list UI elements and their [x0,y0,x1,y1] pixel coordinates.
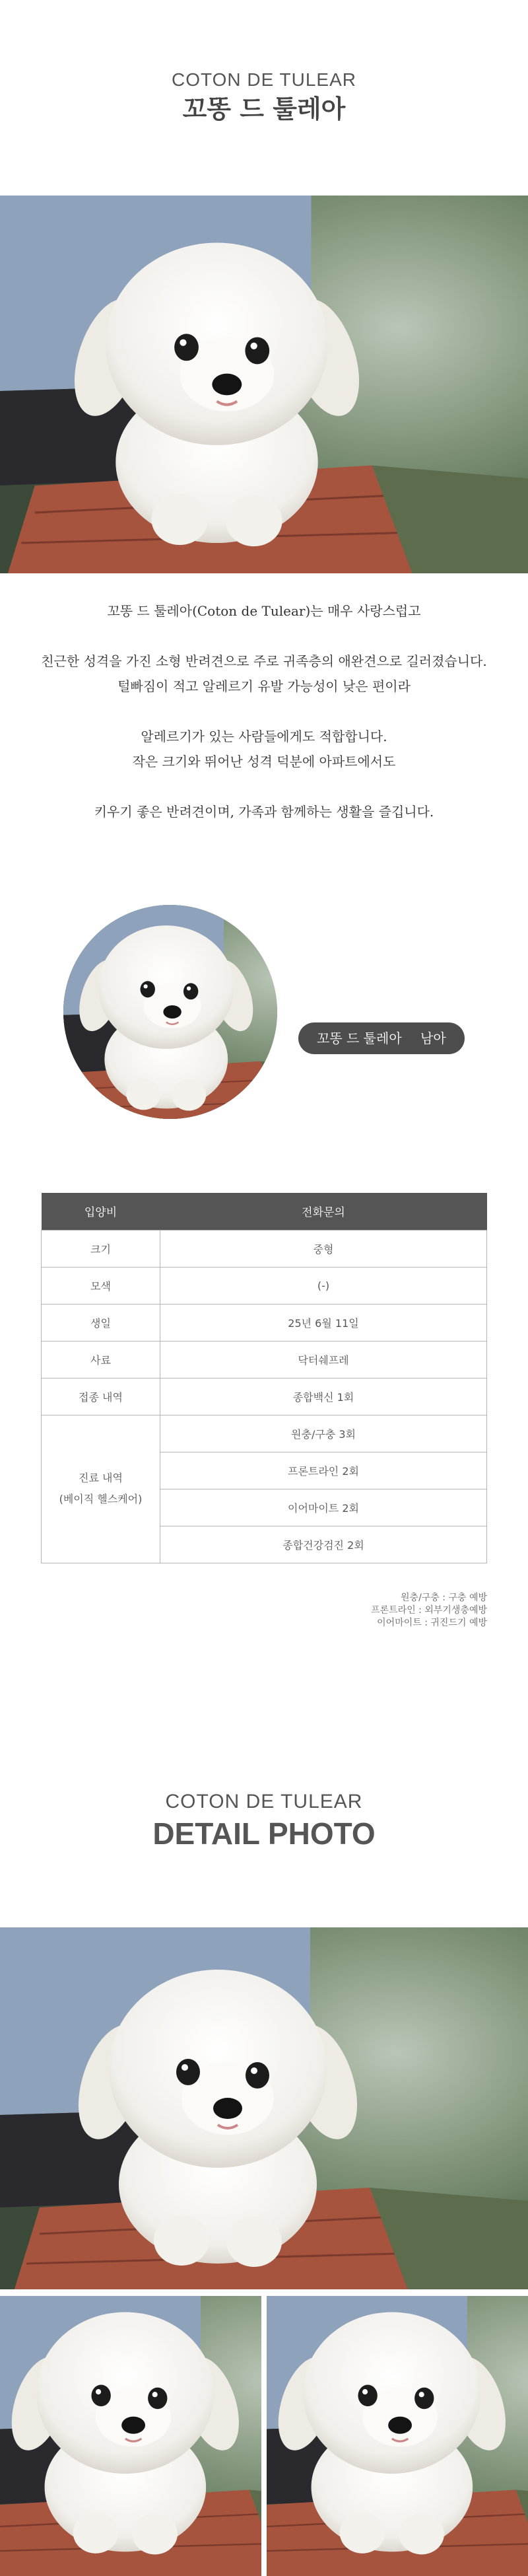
header-value: 전화문의 [160,1193,487,1230]
hero-title [0,69,528,125]
row-label: 접종 내역 [42,1378,160,1415]
intro-line: 털빠짐이 적고 알레르기 유발 가능성이 낮은 편이라 [117,678,411,694]
care-value: 이어마이트 2회 [160,1489,487,1526]
profile-photo [63,905,277,1119]
table-row [42,1415,487,1452]
detail-photo-left [0,2296,261,2576]
hero-heading: 꼬똥 드 툴레아 [182,94,346,124]
row-value: 종합백신 1회 [160,1378,487,1415]
table-row [42,1378,487,1415]
detail-photo-right [267,2296,528,2576]
intro-line: 알레르기가 있는 사람들에게도 적합합니다. [141,729,387,744]
hero-subtitle: COTON DE TULEAR [171,69,356,90]
detail-photo-large [0,1927,528,2289]
intro-line: 꼬똥 드 툴레아(Coton de Tulear)는 매우 사랑스럽고 [107,603,421,619]
sex-label: 남아 [420,1030,446,1046]
row-label: 생일 [42,1304,160,1341]
intro-text [0,598,528,824]
care-value: 종합건강검진 2회 [160,1526,487,1563]
footnote-line: 프론트라인 : 외부기생충예방 [371,1605,487,1616]
intro-line: 작은 크기와 뛰어난 성격 덕분에 아파트에서도 [132,754,396,769]
row-label: 크기 [42,1230,160,1267]
table-row [42,1304,487,1341]
detail-heading: DETAIL PHOTO [152,1816,376,1851]
row-value: 25년 6월 11일 [160,1304,487,1341]
info-table [41,1193,487,1563]
table-row [42,1341,487,1378]
intro-line: 친근한 성격을 가진 소형 반려견으로 주로 귀족층의 애완견으로 길러졌습니다. [41,653,487,669]
detail-title [0,1790,528,1853]
row-label: 사료 [42,1341,160,1378]
footnotes [371,1592,487,1629]
detail-subtitle: COTON DE TULEAR [165,1791,363,1812]
intro-line: 키우기 좋은 반려견이며, 가족과 함께하는 생활을 즐깁니다. [94,804,434,820]
header-label: 입양비 [42,1193,160,1230]
care-label [42,1415,160,1563]
profile-badge [298,1022,465,1054]
row-value: (-) [160,1267,487,1304]
main-photo [0,196,528,573]
care-label-line: (베이직 헬스케어) [59,1493,143,1505]
table-row [42,1230,487,1267]
care-label-line: 진료 내역 [79,1472,123,1484]
footnote-line: 원충/구충 : 구충 예방 [401,1592,487,1603]
breed-label: 꼬똥 드 툴레아 [317,1030,402,1046]
table-header-row [42,1193,487,1230]
footnote-line: 이어마이트 : 귀진드기 예방 [377,1618,487,1628]
row-label: 모색 [42,1267,160,1304]
table-row [42,1267,487,1304]
row-value: 중형 [160,1230,487,1267]
care-value: 프론트라인 2회 [160,1452,487,1489]
care-value: 원충/구충 3회 [160,1415,487,1452]
row-value: 닥터쉐프레 [160,1341,487,1378]
